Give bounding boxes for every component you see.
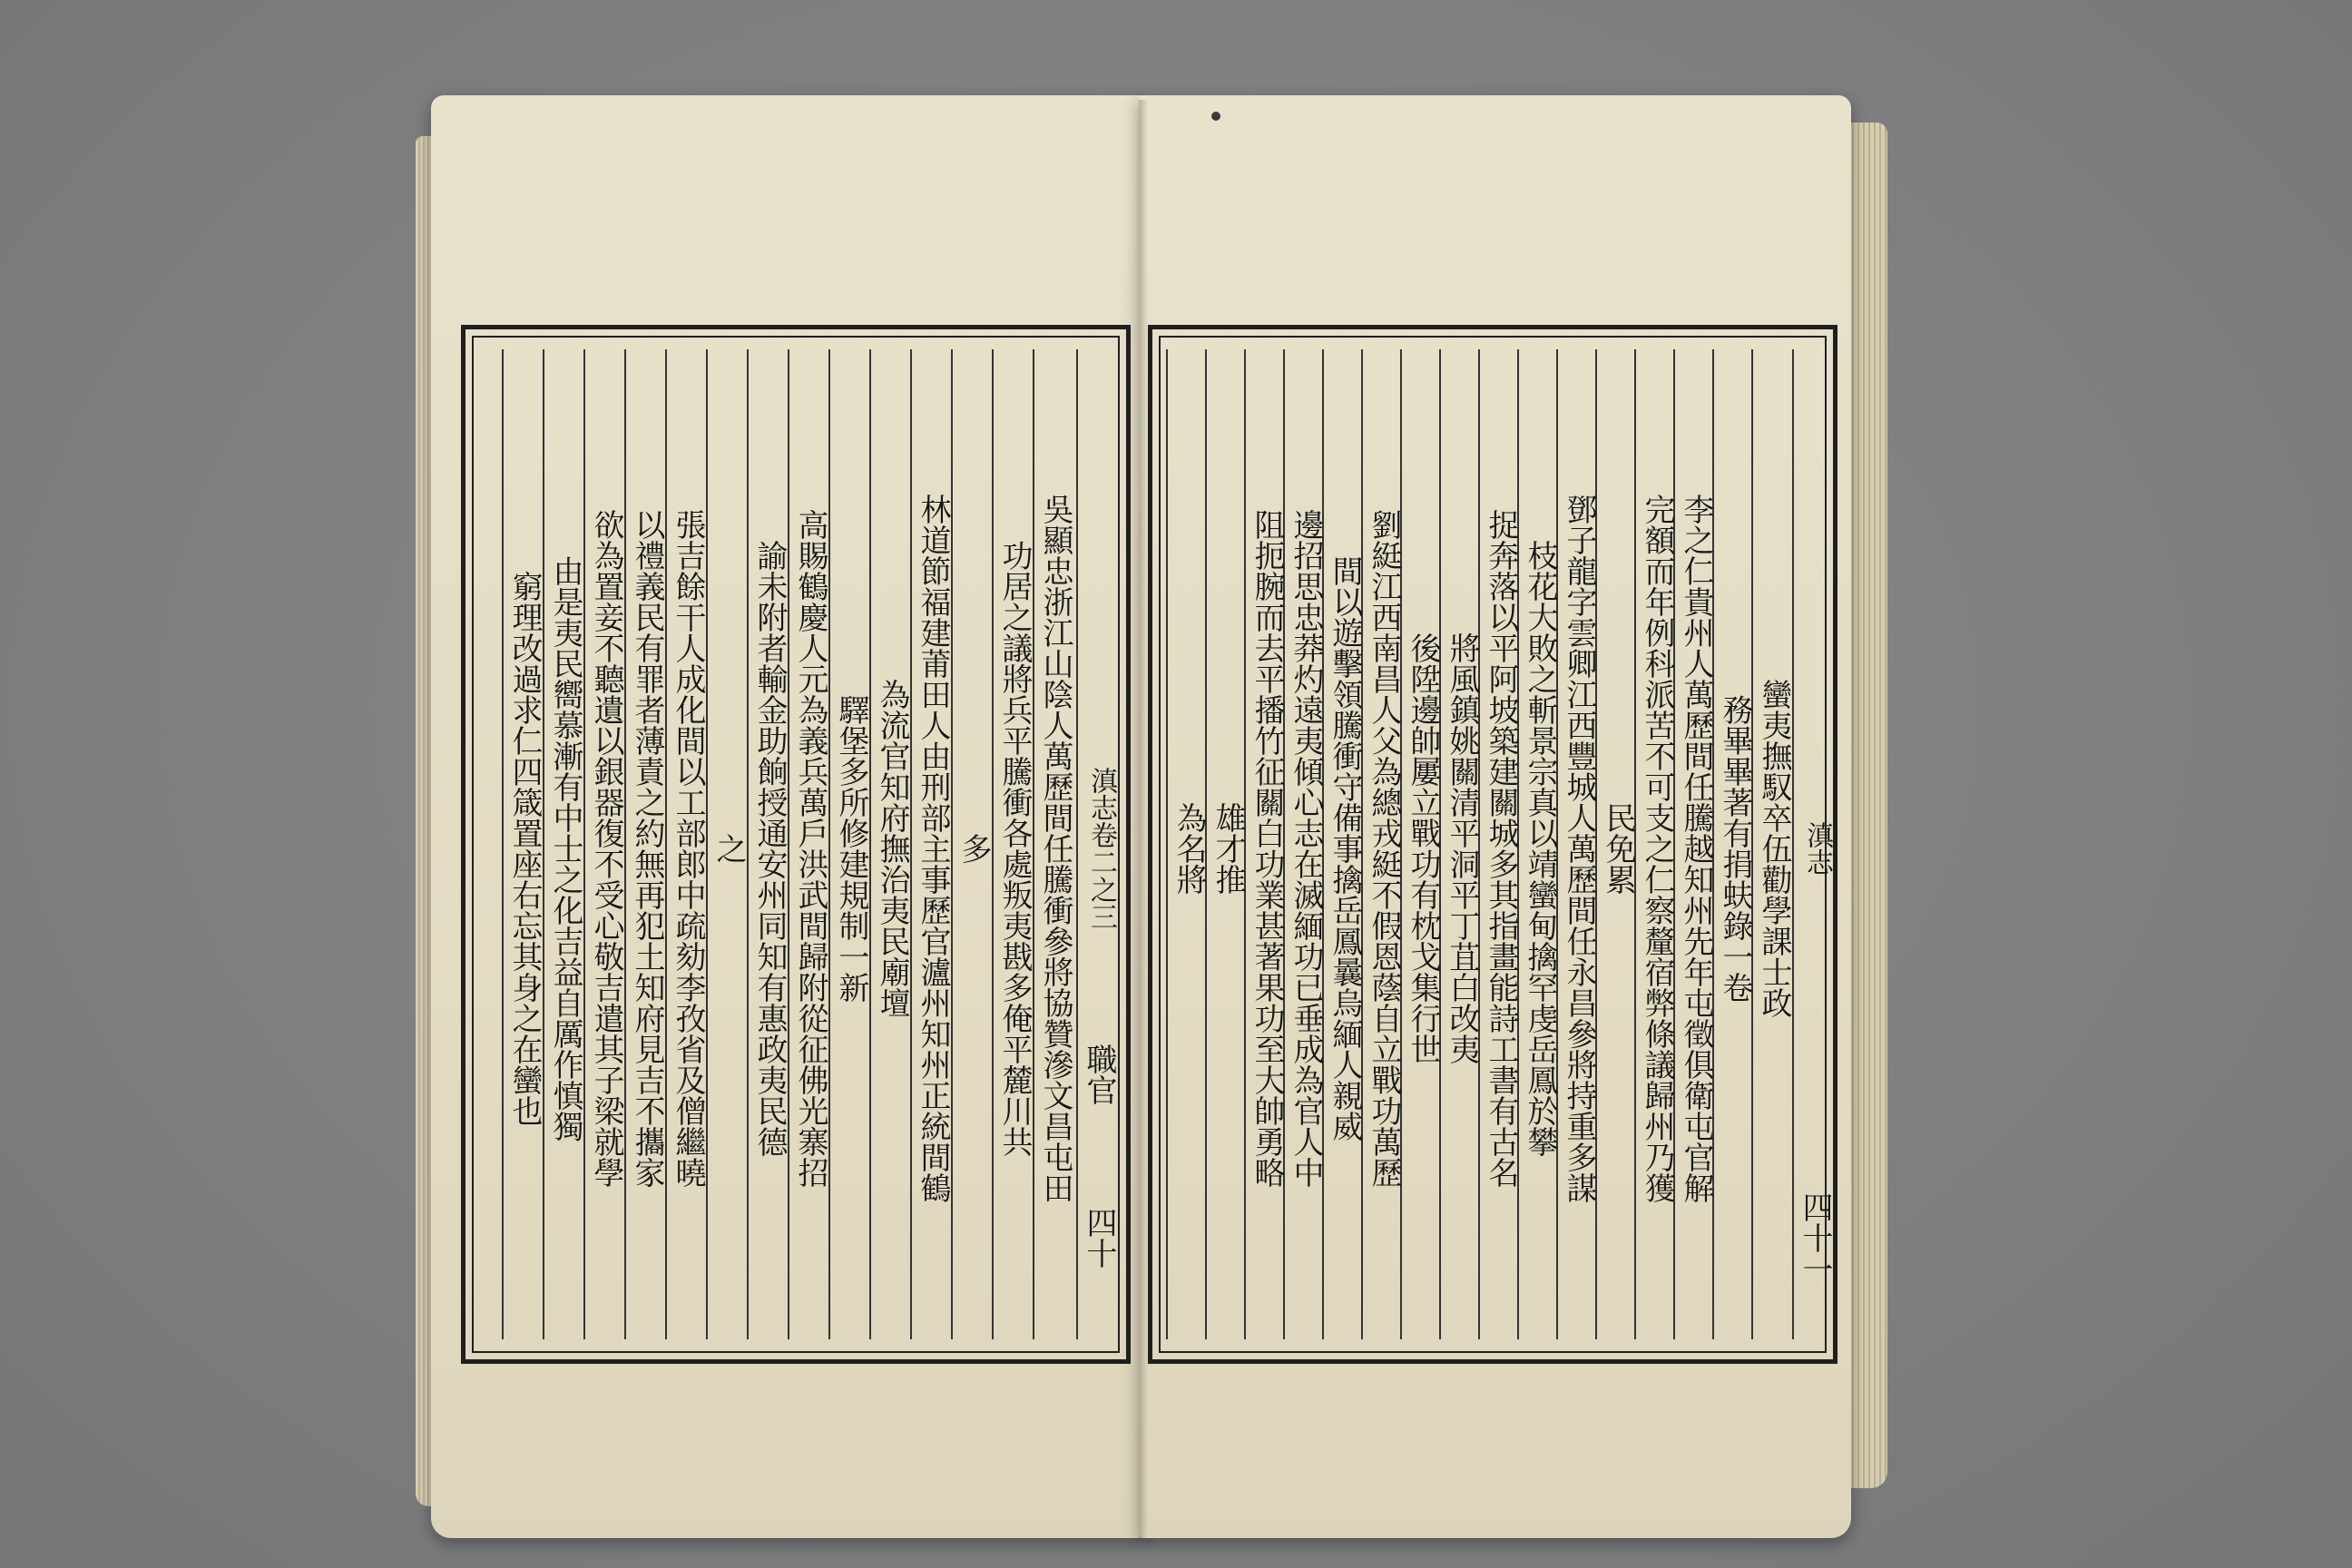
text-column: 阻扼腕而去平播竹征關白功業甚著果功至大帥勇略 bbox=[1244, 349, 1284, 1339]
text-column: 劉綎江西南昌人父為總戎綎不假恩蔭自立戰功萬歷 bbox=[1361, 349, 1401, 1339]
text-column: 間以遊擊領騰衝守備事擒岳鳳曩烏緬人親威 bbox=[1322, 349, 1362, 1339]
left-text-frame bbox=[461, 325, 1131, 1364]
text-column: 為名將 bbox=[1166, 349, 1206, 1339]
text-column: 捉奔落以平阿坡築建關城多其指畫能詩工書有古名 bbox=[1478, 349, 1518, 1339]
text-column: 為流官知府撫治夷民廟壇 bbox=[869, 349, 909, 1339]
text-column: 功居之議將兵平騰衝各處叛夷戡多俺平麓川共 bbox=[992, 349, 1032, 1339]
margin-label: 滇志卷二之三 bbox=[1076, 349, 1116, 1339]
text-column: 邊招思忠莽灼遠夷傾心志在滅緬功已垂成為官人中 bbox=[1283, 349, 1323, 1339]
section-label: 職官 bbox=[1076, 801, 1116, 1339]
text-column: 驛堡多所修建規制一新 bbox=[828, 349, 868, 1339]
text-column: 鄧子龍字雲卿江西豐城人萬歷間任永昌參將持重多謀 bbox=[1556, 349, 1596, 1339]
margin-label: 滇志 bbox=[1792, 349, 1832, 1339]
text-column: 林道節福建莆田人由刑部主事歷官瀘州知州正統間鶴 bbox=[910, 349, 950, 1339]
text-column: 務畢畢著有捐蚨錄一卷 bbox=[1712, 349, 1752, 1339]
text-column: 將風鎮姚關清平洞平丁苴白改夷 bbox=[1439, 349, 1479, 1339]
text-column: 諭未附者輸金助餉授通安州同知有惠政夷民德 bbox=[747, 349, 787, 1339]
text-column: 民免累 bbox=[1595, 349, 1635, 1339]
text-column: 欲為置妾不聽遺以銀器復不受心敬吉遣其子梁就學 bbox=[583, 349, 623, 1339]
text-column: 之 bbox=[706, 349, 746, 1339]
text-column: 由是夷民嚮慕漸有中士之化吉益自厲作慎獨 bbox=[543, 349, 583, 1339]
text-column: 張吉餘干人成化間以工部郎中疏劾李孜省及僧繼曉 bbox=[665, 349, 705, 1339]
text-column: 完額而年例科派苦不可支之仁察釐宿弊條議歸州乃獲 bbox=[1634, 349, 1674, 1339]
right-text-frame bbox=[1148, 325, 1838, 1364]
text-column: 後陞邊帥屢立戰功有枕戈集行世 bbox=[1400, 349, 1440, 1339]
book-gutter bbox=[1139, 100, 1148, 1538]
text-column: 蠻夷撫馭卒伍勸學課士政 bbox=[1751, 349, 1791, 1339]
text-column: 枝花大敗之斬景宗真以靖蠻甸擒罕虔岳鳳於攀 bbox=[1517, 349, 1557, 1339]
text-column: 吳顯忠浙江山陰人萬歷間任騰衝參將協贊滲文昌屯田 bbox=[1033, 349, 1073, 1339]
text-column: 窮理改過求仁四箴置座右忘其身之在蠻也 bbox=[502, 349, 542, 1339]
text-column: 高賜鶴慶人元為義兵萬戶洪武間歸附從征佛光寨招 bbox=[788, 349, 828, 1339]
binding-hole bbox=[1211, 112, 1220, 121]
text-column: 李之仁貴州人萬歷間任騰越知州先年屯徵俱衛屯官解 bbox=[1673, 349, 1713, 1339]
folio: 四十一 bbox=[1792, 1128, 1832, 1339]
text-column: 多 bbox=[951, 349, 991, 1339]
text-column: 以禮義民有罪者薄責之約無再犯土知府見吉不攜家 bbox=[624, 349, 664, 1339]
folio: 四十 bbox=[1076, 1128, 1116, 1339]
text-column: 雄才推 bbox=[1205, 349, 1245, 1339]
